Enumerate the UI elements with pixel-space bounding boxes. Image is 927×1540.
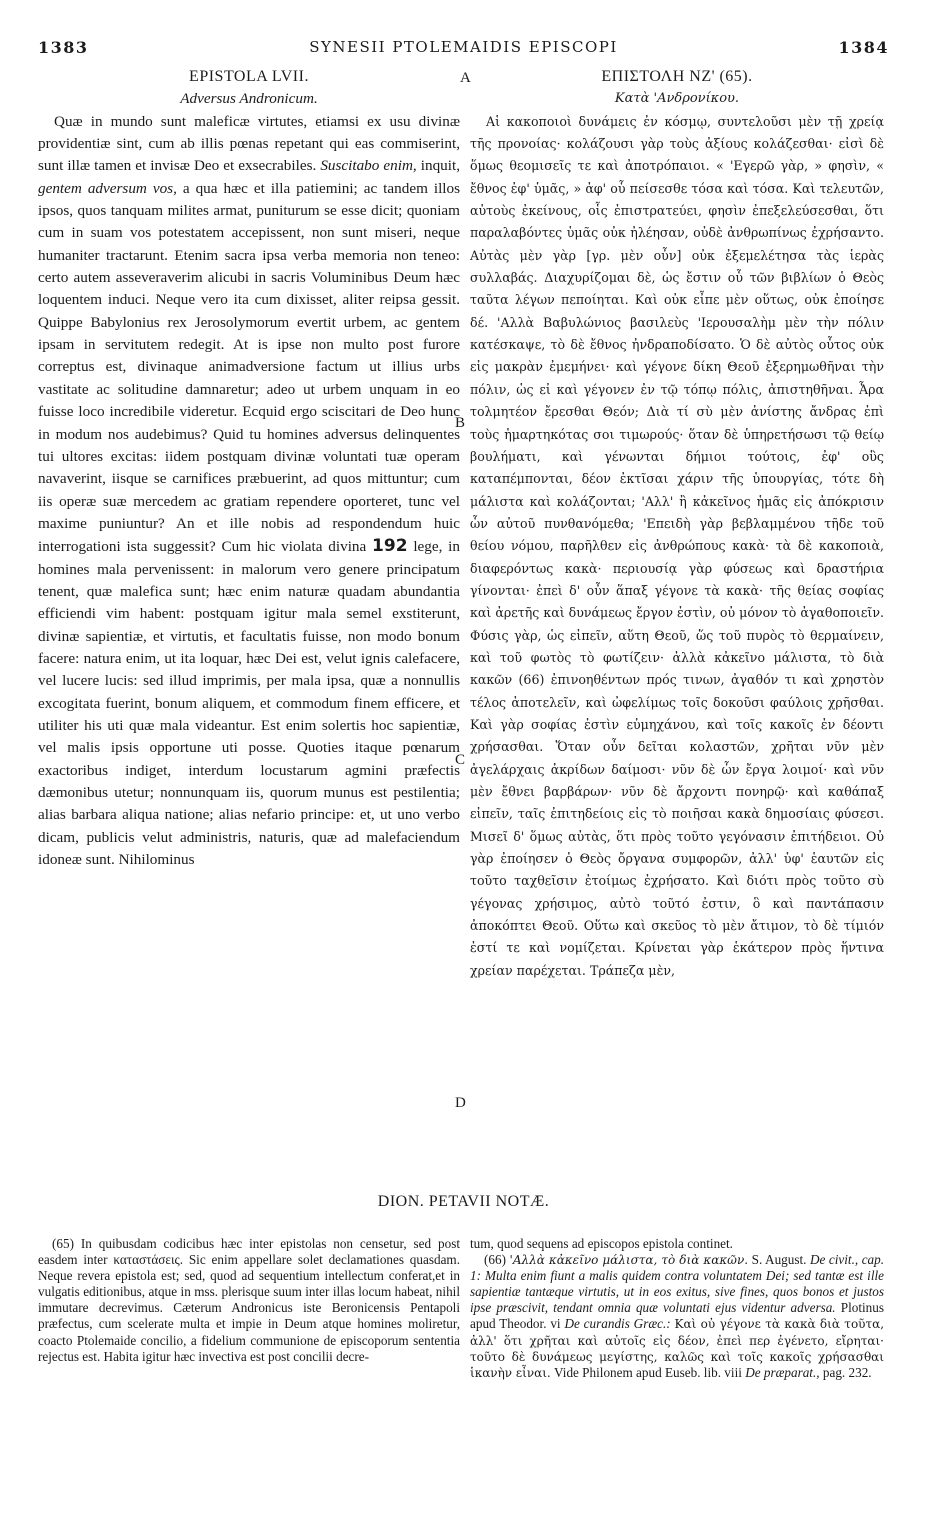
running-head [38,38,889,58]
greek-text: Αἱ κακοποιοὶ δυνάμεις ἐν κόσμῳ, συντελοῦσι μὲν τῇ χρείᾳ τῆς προνοίας· κολάζουσι γὰρ τοὺς ἀξίους κολάζεσθαι· εἰσὶ δὲ ὅμως θεομισεῖς τε καὶ ἀποτρόπαιοι. « 'Εγερῶ γὰρ, » φησὶν, « ἔθνος ἐφ' ὑμᾶς, » ἀφ' οὗ πείσεσθε τόσα καὶ τόσα. Καὶ τελευτῶν, αὐτοὺς ἐκείνους, οἷς ἐπιστρατεύει, φησὶν ἐπεξελεύσεσθαι, ὅτι παραλαβόντες ὑμᾶς οὐκ ἠλέησαν, οὐδὲ ἀνθρωπίνως ἐχρήσαντο. Αὐτὰς μὲν γὰρ [γρ. μὲν οὖν] οὐκ ἐξεμελέτησα τὰς ἱερὰς συλλαβάς. Διαχυρίζομαι δὲ, ὡς ἔστιν οὗ τῶν βιβλίων ὁ Θεὸς ταῦτα λέγων πεποίηται. Καὶ οὐκ εἶπε μὲν οὕτως, οὐκ ἐποίησε δέ. 'Αλλὰ Βαβυλώνιος βασιλεὺς 'Ιερουσαλὴμ μὲν τὴν πόλιν κατέσκαψε, τὸ δὲ ἔθνος ἠνδραποδίσατο. Ὁ δὲ αὐτὸς οὗτος οὐκ εἰς μακρὰν ἐμεμήνει· καὶ γέγονε δίκη Θεοῦ ἐξερημωθῆναι τὴν πόλιν, ὡς εἰ καὶ γέγονεν ἐν τῷ τόπῳ πόλις, ἀπιστηθῆναι. Ἆρα τολμητέον ἔρεσθαι Θεόν; Διὰ τί σὺ μὲν ἀνίστης ἄνδρας ἐπὶ τοὺς ἡμαρτηκότας σοι τιμωρούς· ὅταν δὲ ὑπηρετήσωσι τῷ θείῳ βουλήματι, καὶ γένωνται δήμιοι τούτοις, ἐφ' οὓς καταπέμπονται, δέον ἐκτῖσαι χάριν τῆς ὑπουργίας, τότε δὴ μάλιστα καὶ κολάζονται; 'Αλλ' ἢ κἀκεῖνος ἡμᾶς εἰς ἀπόκρισιν ὧν αὐτοῦ πυνθανόμεθα; 'Επειδὴ γὰρ βεβλαμμένου τῆδε τοῦ θείου νόμου, παρῆλθεν εἰς ἀνθρώπους κακὰ· τὰ δὲ κακοποιὰ, διαφερόντως κακὰ· περιουσίᾳ γὰρ φύσεως καὶ δραστήρια γίνονται· ἐπεὶ δ' οὖν ἅπαξ γέγονε τὰ κακὰ· τῆς θείας σοφίας καὶ ἀρετῆς καὶ δυνάμεως ἔργον ἐστὶν, οὐ μόνον τὸ ἀγαθοποιεῖν. Φύσις γὰρ, ὡς εἰπεῖν, αὕτη Θεοῦ, ὥς τοῦ πυρὸς τὸ θερμαίνειν, καὶ τοῦ φωτὸς τὸ φωτίζειν· ἀλλὰ κἀκεῖνο μάλιστα, τὸ διὰ κακῶν (66) ἐπινοηθέντων πρός τινων, ἀγαθόν τι καὶ χρηστὸν τέλος ἀποτελεῖν, καὶ ὠφελίμως τοῖς δοκοῦσι φαύλοις χρῆσθαι. Καὶ γὰρ σοφίας ἐστὶν εὐμηχάνου, καὶ τοῖς κακοῖς ἐν δέοντι χρήσασθαι. Ὅταν οὖν δεῖται κολαστῶν, χρῆται νῦν μὲν ἀγελάρχαις ἀκρίδων δαίμοσι· νῦν δὲ ὧν ἔργα λοιμοί· καὶ νῦν μὲν ἔθνει βαρβάρων· νῦν δὲ ἄρχοντι πονηρῷ· καὶ καθάπαξ εἰπεῖν, ταῖς ἐπιτηδείοις εἰς τὸ ποιῆσαι κακὰ δημοσίαις φύσεσι. Μισεῖ δ' ὅμως αὐτὰς, ὅτι πρὸς τοῦτο γεγόνασιν ἐπιτήδειοι. Οὐ γὰρ ἐποίησεν ὁ Θεὸς ὄργανα συμφορῶν, ἀλλ' ὑφ' ἑαυτῶν εἰς τοῦτο ταχθεῖσιν ἐτοίμως ἐχρήσατο. Καὶ διότι πρὸς τοῦτο σὺ γέγονας χρήσιμος, αὐτὸ τοῦτό ἐστιν, ὃ καὶ παντάπασιν ἀποκόπτει Θεοῦ. Οὕτω καὶ σκεῦος τὸ μὲν ἄτιμον, τὸ δὲ τίμιόν ἐστί τε καὶ νομίζεται. Κρίνεται γὰρ ἑκάτερον πρὸς ἥντινα χρείαν παρέχεται. Τράπεζα μὲν, [470,113,884,978]
latin-text: Quæ in mundo sunt maleficæ virtutes, etiamsi ex usu divinæ providentiæ sint, cum ab illis pœnas repetant qui eas commiserint, sunt illæ tamen et invisæ Deo et exsecrabiles. Suscitabo enim, inquit, gentem adversum vos, a qua hæc et illa patiemini; ac tandem illos ipsos, quos tanquam milites armat, puniturum se esse dicit; quoniam cum in suam vos potestatem accepissent, non sunt miseri, neque humaniter tractarunt. Etenim sacra ipsa verba memoria non teneo: certo autem asseveraverim alicubi in sacris Voluminibus Deum hæc loquentem induci. Neque vero ita cum dixisset, aliter reipsa gessit. Quippe Babylonius rex Jerosolymorum evertit urbem, ac gentem ipsam in servitutem redegit. At is ipse non multo post furore correptus est, divinaque animadversione factum ut illius urbs vastitate ac solitudine damnaretur; adeo ut urbem unquam in eo fuisse loco incredibile videretur. Ecquid ergo sciscitari de Deo hunc in modum nos audebimus? Quid tu homines adversus delinquentes tui ultores excitas: iidem postquam divinæ voluntati tuæ operam navaverint, iisque se carnifices præbuerint, ad quos mittuntur; cum iis operæ suæ mercedem ac gratiam rependere oporteret, tunc vel maxime puniuntur? An et ille nobis ad respondendum huic interrogationi ista suggessit? Cum hic violata divina 192 lege, in homines mala pervenissent: in malorum vero genere principatum tenent, quæ malefica sunt; hæc enim naturæ quadam abundantia efficiendi vim habent: postquam igitur mala semel exstiterunt, divinæ sapientiæ, et virtutis, et facultatis fuisse, non modo bonum facere: natura enim, ut ita loquar, hæc Dei est, velut ignis calefacere, vel lucere lucis: sed illud imprimis, per mala ipsa, quæ a nonnullis excogitata fuerint, bonum aliquem, et commodum finem efficere, et utiliter his uti quæ mala videantur. Est enim solertis hoc sapientiæ, vel malis ipsis opportune uti posse. Quoties itaque pœnarum exactoribus indiget, interdum locustarum agmini præfectis dæmonibus utetur; nonnunquam iis, quorum munus est pestilentia; alias barbara aliqua natione; alias nefario principe: et, ut uno verbo dicam, publicis velut administris, naturis, quæ ad malefaciendum idoneæ sunt. Nihilominus [38,112,461,869]
notes-column-left [38,1236,460,1365]
notes-title: DION. PETAVII NOTÆ. [377,1193,550,1210]
note-66: (66) 'Αλλὰ κἀκεῖνο μάλιστα, τὸ διὰ κακῶν. S. August. De civit., cap. 1: Multa enim fiunt a malis quidem contra voluntatem Dei; sed tantæ est ille sapientiæ tantæque virtutis, ut in eos exitus, sive fines, quos bonos et justos ipse præscivit, tendant omnia quæ voluntati ejus videntur adversa. Plotinus apud Theodor. vi De curandis Græc.: Καὶ οὐ γέγονε τὰ κακὰ διὰ τοῦτα, ἀλλ' ὅτι χρῆται καὶ αὐτοῖς εἰς δέον, ἐπεὶ περ ἐγένετο, εἴρηται· τοῦτο δὲ δυνάμεως μεγίστης, καλῶς καὶ τοῖς κακοῖς χρήσασθαι ἱκανὴν εἶναι. Vide Philonem apud Euseb. lib. viii De præparat., pag. 232. [470,1252,885,1380]
page-number-right: 1384 [838,38,889,57]
page-marker: 192 [372,536,408,557]
margin-letter-b: B [455,415,466,431]
greek-epistle-title: ΕΠΙΣΤΟΛΗ ΝΖ' (65). [601,68,753,85]
page-number-left: 1383 [38,38,89,57]
running-title: SYNESII PTOLEMAIDIS EPISCOPI [309,38,618,56]
latin-column [38,66,460,871]
margin-letter-c: C [455,752,466,768]
greek-column [470,66,884,982]
notes-column-right [470,1236,884,1381]
greek-epistle-subtitle: Κατὰ 'Ανδρονίκου. [614,91,740,107]
margin-letter-d: D [455,1095,466,1111]
latin-epistle-subtitle: Adversus Andronicum. [180,90,318,108]
note-65-continued: tum, quod sequens ad episcopos epistola continet. [470,1236,733,1251]
latin-epistle-title: EPISTOLA LVII. [189,68,309,85]
note-65: (65) In quibusdam codicibus hæc inter epistolas non censetur, sed post easdem inter καταστάσεις. Sic enim appellare solet declamationes quasdam. Neque revera epistola est; sed, quod ad sequentium intellectum conferat,et in vulgatis editionibus, atque in mss. plerisque suum inter illas locum habeat, nihil immutare decrevimus. Cæterum Andronicus iste Beronicensis Pentapoli præfectus, cum scelerate multa et impie in Deum atque homines moliretur, coacto Ptolemaide concilio, a fidelium communione de episcoporum sententia rejectus est. Habita igitur hæc invectiva est post concilii decre- [38,1236,460,1364]
margin-letter-a: A [460,70,471,86]
